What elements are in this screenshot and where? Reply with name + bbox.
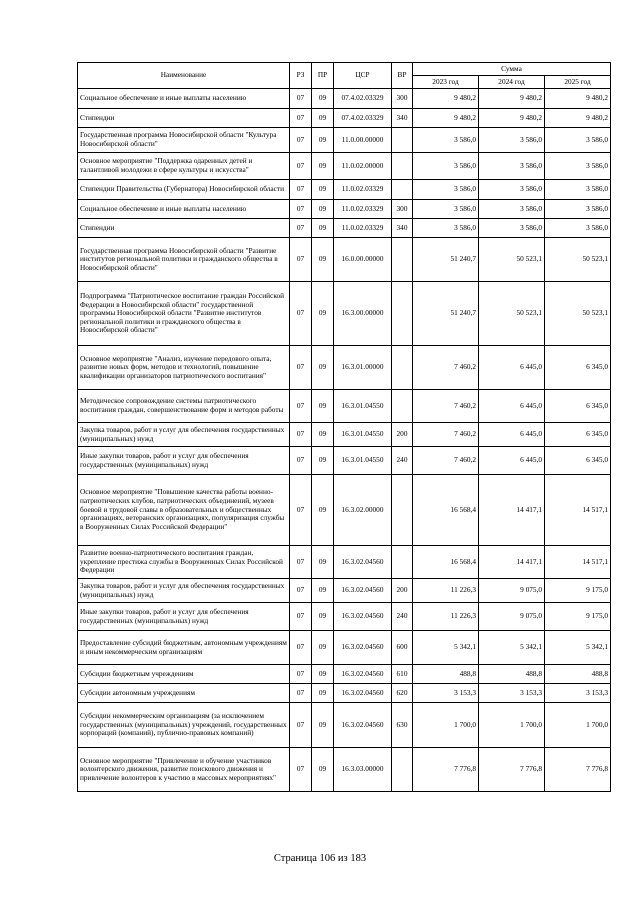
cell-rz: 07 — [290, 346, 312, 390]
cell-rz: 07 — [290, 200, 312, 219]
cell-csr: 16.3.01.04550 — [334, 447, 392, 475]
cell-y2025: 9 480,2 — [545, 89, 611, 109]
cell-csr: 16.3.02.04560 — [334, 703, 392, 748]
cell-y2023: 3 586,0 — [413, 200, 479, 219]
table-row — [78, 109, 611, 128]
cell-pr: 09 — [312, 631, 334, 665]
cell-y2023: 3 586,0 — [413, 128, 479, 153]
cell-name: Субсидии некоммерческим организациям (за исключением государственных (муниципальных) учреждений, государственных корпораций (компаний), публично-правовых компаний) — [78, 703, 290, 748]
cell-rz: 07 — [290, 153, 312, 180]
cell-rz: 07 — [290, 703, 312, 748]
table-row — [78, 180, 611, 200]
cell-name: Основное мероприятие "Привлечение и обучение участников волонтерского движения, развитие поискового движения и привлечение волонтеров к участию в массовых мероприятиях" — [78, 748, 290, 792]
cell-name: Основное мероприятие "Повышение качества работы военно-патриотических клубов, патриотических объединений, музеев боевой и трудовой славы в образовательных и общественных организациях, ветеранских организациях, популяризация службы в Вооруженных Силах Российской Федерации" — [78, 475, 290, 546]
cell-rz: 07 — [290, 665, 312, 684]
cell-vr — [392, 475, 413, 546]
cell-vr: 600 — [392, 631, 413, 665]
cell-y2024: 6 445,0 — [479, 423, 545, 447]
table-row — [78, 219, 611, 238]
cell-vr: 300 — [392, 200, 413, 219]
cell-csr: 16.3.02.04560 — [334, 631, 392, 665]
cell-pr: 09 — [312, 89, 334, 109]
cell-y2024: 7 776,8 — [479, 748, 545, 792]
cell-pr: 09 — [312, 475, 334, 546]
cell-csr: 16.3.00.00000 — [334, 282, 392, 346]
header-pr: ПР — [312, 63, 334, 89]
table-row — [78, 703, 611, 748]
cell-name: Стипендии Правительства (Губернатора) Новосибирской области — [78, 180, 290, 200]
cell-vr: 630 — [392, 703, 413, 748]
cell-y2024: 9 075,0 — [479, 579, 545, 603]
cell-y2025: 14 517,1 — [545, 546, 611, 579]
cell-y2024: 5 342,1 — [479, 631, 545, 665]
cell-csr: 16.3.02.04560 — [334, 684, 392, 703]
cell-csr: 16.3.03.00000 — [334, 748, 392, 792]
table-header — [78, 63, 611, 89]
cell-y2023: 51 240,7 — [413, 282, 479, 346]
cell-y2023: 9 480,2 — [413, 89, 479, 109]
budget-table — [77, 62, 611, 792]
header-year-2024: 2024 год — [479, 76, 545, 89]
cell-rz: 07 — [290, 579, 312, 603]
cell-vr: 610 — [392, 665, 413, 684]
cell-pr: 09 — [312, 579, 334, 603]
cell-name: Субсидии автономным учреждениям — [78, 684, 290, 703]
header-sum: Сумма — [413, 63, 611, 76]
cell-y2024: 6 445,0 — [479, 346, 545, 390]
cell-vr: 340 — [392, 219, 413, 238]
cell-y2023: 11 226,3 — [413, 579, 479, 603]
cell-y2024: 6 445,0 — [479, 390, 545, 423]
cell-name: Государственная программа Новосибирской области "Культура Новосибирской области" — [78, 128, 290, 153]
cell-name: Закупка товаров, работ и услуг для обеспечения государственных (муниципальных) нужд — [78, 579, 290, 603]
cell-y2025: 6 345,0 — [545, 346, 611, 390]
cell-y2025: 3 586,0 — [545, 153, 611, 180]
cell-rz: 07 — [290, 128, 312, 153]
cell-y2025: 9 175,0 — [545, 579, 611, 603]
cell-y2025: 9 480,2 — [545, 109, 611, 128]
table-row — [78, 200, 611, 219]
cell-name: Подпрограмма "Патриотическое воспитание граждан Российской Федерации в Новосибирской области" государственной программы Новосибирской области "Развитие институтов региональной политики и гражданского общества в Новосибирской области" — [78, 282, 290, 346]
cell-pr: 09 — [312, 128, 334, 153]
cell-y2024: 3 586,0 — [479, 219, 545, 238]
cell-pr: 09 — [312, 153, 334, 180]
cell-y2025: 9 175,0 — [545, 603, 611, 631]
cell-name: Стипендии — [78, 219, 290, 238]
cell-csr: 16.0.00.00000 — [334, 238, 392, 282]
cell-y2025: 3 586,0 — [545, 219, 611, 238]
cell-name: Основное мероприятие "Анализ, изучение передового опыта, развитие новых форм, методов и технологий, повышение квалификации организаторов патриотического воспитания" — [78, 346, 290, 390]
cell-vr: 340 — [392, 109, 413, 128]
cell-y2024: 3 586,0 — [479, 180, 545, 200]
table-row — [78, 665, 611, 684]
cell-pr: 09 — [312, 200, 334, 219]
cell-y2025: 3 586,0 — [545, 200, 611, 219]
cell-pr: 09 — [312, 447, 334, 475]
cell-y2025: 488,8 — [545, 665, 611, 684]
cell-pr: 09 — [312, 703, 334, 748]
cell-csr: 07.4.02.03329 — [334, 109, 392, 128]
table-row — [78, 238, 611, 282]
cell-pr: 09 — [312, 238, 334, 282]
cell-vr: 240 — [392, 447, 413, 475]
cell-y2025: 7 776,8 — [545, 748, 611, 792]
cell-pr: 09 — [312, 219, 334, 238]
cell-rz: 07 — [290, 631, 312, 665]
cell-y2023: 9 480,2 — [413, 109, 479, 128]
cell-y2023: 7 776,8 — [413, 748, 479, 792]
cell-vr — [392, 346, 413, 390]
cell-vr: 200 — [392, 423, 413, 447]
cell-y2023: 51 240,7 — [413, 238, 479, 282]
cell-csr: 16.3.01.04550 — [334, 423, 392, 447]
cell-y2023: 1 700,0 — [413, 703, 479, 748]
cell-y2023: 7 460,2 — [413, 390, 479, 423]
cell-name: Предоставление субсидий бюджетным, автономным учреждениям и иным некоммерческим организациям — [78, 631, 290, 665]
cell-y2025: 50 523,1 — [545, 282, 611, 346]
cell-vr — [392, 180, 413, 200]
table-row — [78, 475, 611, 546]
cell-name: Закупка товаров, работ и услуг для обеспечения государственных (муниципальных) нужд — [78, 423, 290, 447]
cell-y2024: 3 586,0 — [479, 153, 545, 180]
cell-y2025: 6 345,0 — [545, 423, 611, 447]
cell-csr: 11.0.00.00000 — [334, 128, 392, 153]
cell-csr: 16.3.02.04560 — [334, 579, 392, 603]
cell-rz: 07 — [290, 546, 312, 579]
table-row — [78, 631, 611, 665]
table-row — [78, 423, 611, 447]
cell-rz: 07 — [290, 238, 312, 282]
cell-y2023: 7 460,2 — [413, 447, 479, 475]
header-year-2023: 2023 год — [413, 76, 479, 89]
cell-pr: 09 — [312, 180, 334, 200]
cell-vr: 200 — [392, 579, 413, 603]
cell-y2025: 6 345,0 — [545, 390, 611, 423]
cell-csr: 11.0.02.03329 — [334, 180, 392, 200]
cell-name: Субсидии бюджетным учреждениям — [78, 665, 290, 684]
cell-name: Государственная программа Новосибирской области "Развитие институтов региональной политики и гражданского общества в Новосибирской области" — [78, 238, 290, 282]
cell-y2023: 3 586,0 — [413, 153, 479, 180]
cell-y2024: 50 523,1 — [479, 282, 545, 346]
cell-rz: 07 — [290, 447, 312, 475]
cell-rz: 07 — [290, 89, 312, 109]
header-csr: ЦСР — [334, 63, 392, 89]
cell-name: Развитие военно-патриотического воспитания граждан, укрепление престижа службы в Вооруженных Силах Российской Федерации — [78, 546, 290, 579]
cell-pr: 09 — [312, 346, 334, 390]
cell-csr: 16.3.01.00000 — [334, 346, 392, 390]
cell-rz: 07 — [290, 603, 312, 631]
cell-pr: 09 — [312, 603, 334, 631]
table-body — [78, 89, 611, 792]
cell-vr: 300 — [392, 89, 413, 109]
cell-y2025: 3 153,3 — [545, 684, 611, 703]
cell-rz: 07 — [290, 684, 312, 703]
cell-y2024: 1 700,0 — [479, 703, 545, 748]
cell-rz: 07 — [290, 219, 312, 238]
cell-y2023: 3 586,0 — [413, 219, 479, 238]
header-rz: РЗ — [290, 63, 312, 89]
cell-y2024: 9 480,2 — [479, 89, 545, 109]
cell-y2024: 9 075,0 — [479, 603, 545, 631]
cell-rz: 07 — [290, 423, 312, 447]
cell-name: Иные закупки товаров, работ и услуг для обеспечения государственных (муниципальных) нужд — [78, 447, 290, 475]
cell-y2023: 3 153,3 — [413, 684, 479, 703]
cell-y2023: 5 342,1 — [413, 631, 479, 665]
table-row — [78, 346, 611, 390]
cell-rz: 07 — [290, 282, 312, 346]
cell-y2025: 1 700,0 — [545, 703, 611, 748]
cell-rz: 07 — [290, 748, 312, 792]
cell-csr: 16.3.01.04550 — [334, 390, 392, 423]
table-row — [78, 579, 611, 603]
cell-name: Социальное обеспечение и иные выплаты населению — [78, 89, 290, 109]
cell-name: Социальное обеспечение и иные выплаты населению — [78, 200, 290, 219]
cell-vr — [392, 128, 413, 153]
cell-y2023: 11 226,3 — [413, 603, 479, 631]
cell-y2024: 14 417,1 — [479, 475, 545, 546]
table-row — [78, 153, 611, 180]
cell-csr: 11.0.02.03329 — [334, 200, 392, 219]
table-row — [78, 546, 611, 579]
cell-rz: 07 — [290, 180, 312, 200]
cell-csr: 16.3.02.04560 — [334, 603, 392, 631]
cell-rz: 07 — [290, 390, 312, 423]
cell-y2025: 14 517,1 — [545, 475, 611, 546]
cell-y2025: 3 586,0 — [545, 128, 611, 153]
cell-csr: 11.0.02.03329 — [334, 219, 392, 238]
cell-y2023: 16 568,4 — [413, 475, 479, 546]
cell-pr: 09 — [312, 423, 334, 447]
cell-vr — [392, 238, 413, 282]
cell-pr: 09 — [312, 109, 334, 128]
table-row — [78, 748, 611, 792]
cell-rz: 07 — [290, 109, 312, 128]
cell-pr: 09 — [312, 282, 334, 346]
cell-y2023: 488,8 — [413, 665, 479, 684]
cell-vr: 620 — [392, 684, 413, 703]
cell-name: Иные закупки товаров, работ и услуг для обеспечения государственных (муниципальных) нужд — [78, 603, 290, 631]
cell-csr: 16.3.02.04560 — [334, 665, 392, 684]
cell-vr: 240 — [392, 603, 413, 631]
cell-vr — [392, 748, 413, 792]
table-row — [78, 282, 611, 346]
table-row — [78, 447, 611, 475]
header-year-2025: 2025 год — [545, 76, 611, 89]
cell-y2025: 3 586,0 — [545, 180, 611, 200]
table-row — [78, 390, 611, 423]
cell-y2024: 14 417,1 — [479, 546, 545, 579]
cell-y2024: 3 586,0 — [479, 200, 545, 219]
cell-pr: 09 — [312, 390, 334, 423]
cell-y2023: 7 460,2 — [413, 423, 479, 447]
cell-name: Основное мероприятие "Поддержка одаренных детей и талантливой молодежи в сфере культуры и искусства" — [78, 153, 290, 180]
cell-y2025: 50 523,1 — [545, 238, 611, 282]
table-row — [78, 128, 611, 153]
cell-vr — [392, 546, 413, 579]
cell-y2023: 7 460,2 — [413, 346, 479, 390]
cell-name: Методическое сопровождение системы патриотического воспитания граждан, совершенствование форм и методов работы — [78, 390, 290, 423]
cell-rz: 07 — [290, 475, 312, 546]
cell-vr — [392, 282, 413, 346]
header-vr: ВР — [392, 63, 413, 89]
cell-y2024: 3 153,3 — [479, 684, 545, 703]
cell-vr — [392, 390, 413, 423]
table-row — [78, 603, 611, 631]
cell-csr: 16.3.02.00000 — [334, 475, 392, 546]
cell-y2024: 3 586,0 — [479, 128, 545, 153]
table-row — [78, 684, 611, 703]
cell-y2025: 6 345,0 — [545, 447, 611, 475]
cell-name: Стипендии — [78, 109, 290, 128]
cell-csr: 11.0.02.00000 — [334, 153, 392, 180]
cell-y2024: 9 480,2 — [479, 109, 545, 128]
cell-pr: 09 — [312, 748, 334, 792]
table-row — [78, 89, 611, 109]
cell-pr: 09 — [312, 546, 334, 579]
page-number: Страница 106 из 183 — [273, 853, 367, 864]
header-name: Наименование — [78, 63, 290, 89]
cell-vr — [392, 153, 413, 180]
cell-y2023: 16 568,4 — [413, 546, 479, 579]
cell-y2024: 488,8 — [479, 665, 545, 684]
cell-y2023: 3 586,0 — [413, 180, 479, 200]
cell-y2025: 5 342,1 — [545, 631, 611, 665]
cell-pr: 09 — [312, 665, 334, 684]
cell-csr: 07.4.02.03329 — [334, 89, 392, 109]
cell-pr: 09 — [312, 684, 334, 703]
cell-y2024: 6 445,0 — [479, 447, 545, 475]
cell-csr: 16.3.02.04560 — [334, 546, 392, 579]
cell-y2024: 50 523,1 — [479, 238, 545, 282]
